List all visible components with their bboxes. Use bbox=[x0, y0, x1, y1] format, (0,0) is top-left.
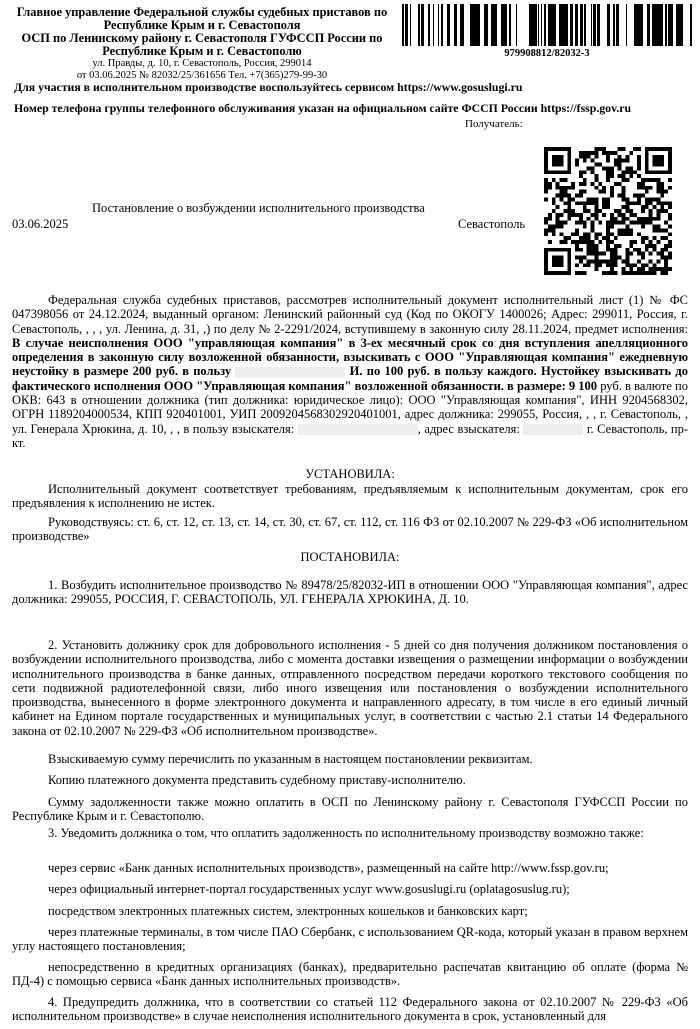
reference-line: от 03.06.2025 № 82032/25/361656 Тел. +7(365)279-99-30 bbox=[76, 69, 328, 81]
intro-text-1: Федеральная служба судебных приставов, рассмотрев исполнительный документ исполнительный лист (1) № ФС 047398056 от 24.12.2024, выданный органом: Ленинский районный суд (Код по ОКОГУ 1400026; Адрес: 299011, Россия, г. Севастополь, , , , ул. Ленина, д. 31, ,) по делу № 2-2291/2024, вступившему в законную силу 28.11.2024, предмет исполнения: bbox=[12, 293, 688, 336]
intro-text-2: руб. в валюте по ОКВ: 643 в отношении должника (тип должника: юридическое лицо): ООО "Управляющая компания", ИНН 9204568302, ОГРН 1189204000534, КПП 920401001, УИП 2009204568302920401001, адрес должника: 299055, Россия, , , г. Севастополь, , ул. Генерала Хрюкина, д. 10, , , в пользу взыскателя: bbox=[12, 378, 688, 436]
org-name-line2: ОСП по Ленинскому району г. Севастополя ГУФССП России по Республике Крым и г. Севастополю bbox=[21, 31, 383, 58]
payment-method-5: непосредственно в кредитных организациях (банках), предварительно распечатав квитанцию об оплате (форма № ПД-4) с помощью сервиса «Банк данных исполнительных производств». bbox=[12, 960, 688, 989]
established-text-2: Руководствуясь: ст. 6, ст. 12, ст. 13, ст. 14, ст. 30, ст. 67, ст. 112, ст. 116 ФЗ от 02.10.2007 № 229-ФЗ «Об исполнительном производстве» bbox=[12, 515, 688, 544]
barcode-number: 979908812/82032-3 bbox=[504, 48, 590, 59]
decided-heading: ПОСТАНОВИЛА: bbox=[300, 550, 400, 564]
decision-item-2: 2. Установить должнику срок для добровольного исполнения - 5 дней со дня получения должником постановления о возбуждении исполнительного производства, либо с момента доставки извещения о размещении информации о возбуждении исполнительного производства в банке данных, отправленного посредством передачи короткого текстового сообщения по сети подвижной радиотелефонной связи, либо иного извещения или постановления о возбуждении исполнительного производства, вынесенного в форме электронного документа и направленного адресату, в том числе в его единый личный кабинет на Едином портале государственных и муниципальных услуг, в соответствии с частью 2.1 статьи 14 Федерального закона от 02.10.2007 № 229-ФЗ «Об исполнительном производстве». bbox=[12, 638, 688, 738]
service-notice: Для участия в исполнительном производстве воспользуйтесь сервисом https://www.gosuslugi.ru bbox=[14, 80, 523, 94]
barcode-image bbox=[402, 4, 692, 46]
phone-notice: Номер телефона группы телефонного обслуживания указан на официальном сайте ФССП России https://fssp.gov.ru bbox=[14, 101, 632, 115]
org-address: ул. Правды, д. 10, г. Севастополь, Россия, 299014 bbox=[92, 58, 312, 69]
intro-subject-bold-1: В случае неисполнения ООО "управляющая компания" в 3-ех месячный срок со дня вступления апелляционного определения в законную силу возложенной обязанности, взыскивать с ООО "Управляющая компания" ежедневную неустойку в размере 200 руб. в пользу bbox=[12, 335, 688, 379]
org-name-line1: Главное управление Федеральной службы судебных приставов по Республике Крым и г. Севастополя bbox=[16, 5, 388, 32]
intro-text-4: г. Севастополь, пр-кт. bbox=[12, 421, 689, 450]
document-city: Севастополь bbox=[458, 217, 526, 231]
established-text-1: Исполнительный документ соответствует требованиям, предъявляемым к исполнительным документам, срок его предъявления к исполнению не истек. bbox=[12, 482, 688, 511]
payment-instruction-1: Взыскиваемую сумму перечислить по указанным в настоящем постановлении реквизитам. bbox=[48, 752, 533, 766]
payment-instruction-2: Копию платежного документа представить судебному приставу-исполнителю. bbox=[48, 773, 466, 787]
decision-item-3: 3. Уведомить должника о том, что оплатить задолженность по исполнительному производству возможно также: bbox=[48, 826, 644, 840]
redacted-creditor bbox=[298, 424, 418, 435]
decision-item-1: 1. Возбудить исполнительное производство № 89478/25/82032-ИП в отношении ООО "Управляющая компания", адрес должника: 299055, РОССИЯ, Г. СЕВАСТОПОЛЬ, УЛ. ГЕНЕРАЛА ХРЮКИНА, Д. 10. bbox=[12, 578, 688, 607]
established-heading: УСТАНОВИЛА: bbox=[305, 467, 395, 481]
payment-method-3: посредством электронных платежных систем, электронных кошельков и банковских карт; bbox=[48, 904, 528, 918]
issuing-organization bbox=[12, 6, 392, 81]
payment-method-4: через платежные терминалы, в том числе ПАО Сбербанк, с использованием QR-кода, который указан в правом верхнем углу настоящего постановления; bbox=[12, 925, 688, 954]
document-title: Постановление о возбуждении исполнительного производства bbox=[92, 201, 425, 215]
payment-instruction-3: Сумму задолженности также можно оплатить в ОСП по Ленинскому району г. Севастополя ГУФССП России по Республике Крым и г. Севастополю. bbox=[12, 795, 688, 824]
intro-paragraph bbox=[12, 293, 688, 450]
payment-method-1: через сервис «Банк данных исполнительных производств», размещенный на сайте http://www.fssp.gov.ru; bbox=[48, 861, 609, 875]
intro-text-3: , адрес взыскателя: bbox=[417, 421, 520, 436]
intro-subject-bold-2: И. по 100 руб. в пользу каждого. Нустойкеу взыскивать до фактического исполнения ООО "Управляющая компания" возложенной обязанности. в размере: 9 100 bbox=[12, 364, 689, 393]
decision-item-4: 4. Предупредить должника, что в соответствии со статьей 112 Федерального закона от 02.10.2007 № 229-ФЗ «Об исполнительном производстве» в случае неисполнения исполнительного документа в срок, установленный для bbox=[12, 995, 688, 1024]
document-date: 03.06.2025 bbox=[12, 217, 69, 231]
redacted-name bbox=[235, 367, 345, 378]
payment-qr-code bbox=[544, 147, 672, 275]
redacted-address bbox=[523, 424, 583, 435]
payment-method-2: через официальный интернет-портал государственных услуг www.gosuslugi.ru (oplatagosuslug.ru); bbox=[48, 882, 570, 896]
recipient-label: Получатель: bbox=[465, 118, 523, 130]
